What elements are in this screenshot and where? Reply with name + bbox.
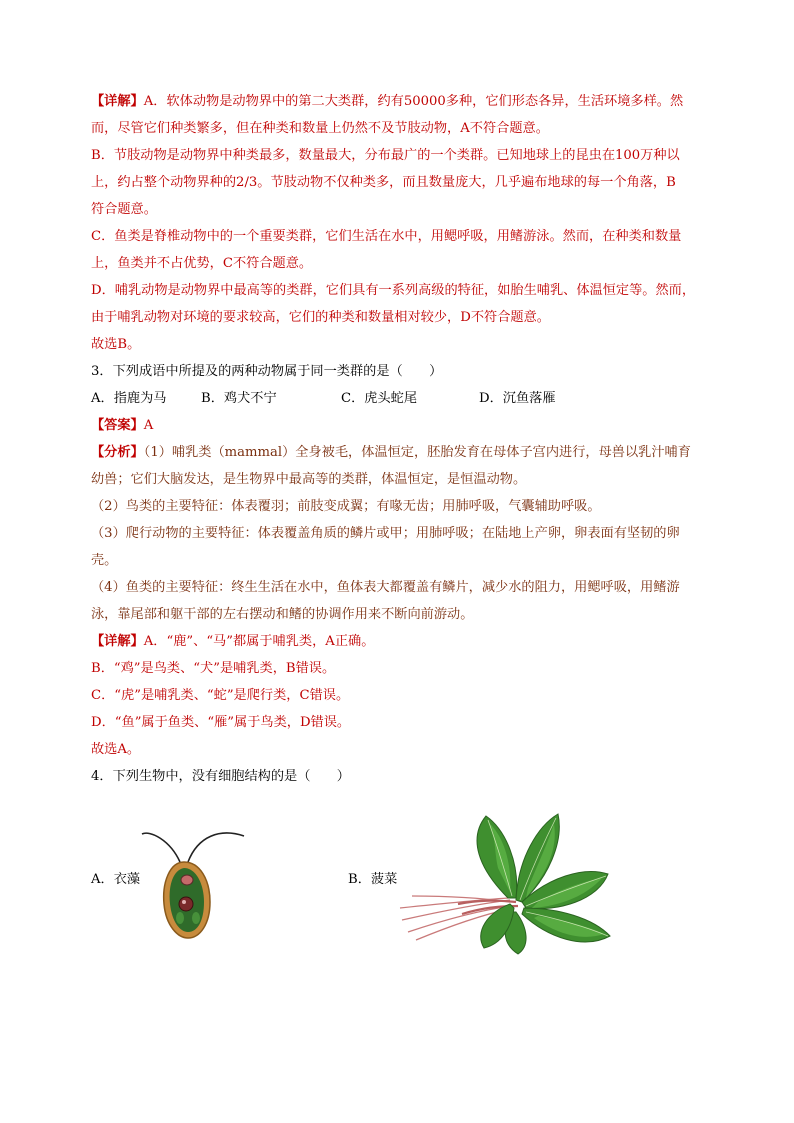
q3-analysis-line-2: 幼兽；它们大脑发达，是生物界中最高等的类群，体温恒定，是恒温动物。 — [91, 472, 527, 487]
q2-detail-line-3: B．节肢动物是动物界中种类最多，数量最大，分布最广的一个类群。已知地球上的昆虫在100万种以 — [91, 148, 680, 163]
detail-text: A．“鹿”、“马”都属于哺乳类，A正确。 — [143, 634, 375, 649]
detail-text: A．软体动物是动物界中的第二大类群，约有50000多种，它们形态各异，生活环境多样。然 — [143, 94, 684, 109]
analysis-tag: 【分析】 — [91, 445, 144, 460]
q4-stem: 4．下列生物中，没有细胞结构的是（ ） — [91, 769, 350, 784]
q2-detail-line-2: 而，尽管它们种类繁多，但在种类和数量上仍然不及节肢动物，A不符合题意。 — [91, 121, 549, 136]
q3-answer — [91, 418, 731, 434]
answer-value: A — [143, 418, 154, 433]
q2-detail-line-8: D．哺乳动物是动物界中最高等的类群，它们具有一系列高级的特征，如胎生哺乳、体温恒定等。然而， — [91, 283, 696, 298]
q3-detail-line-2: B．“鸡”是鸟类、“犬”是哺乳类，B错误。 — [91, 661, 336, 676]
q3-detail-line-1 — [91, 634, 731, 650]
detail-tag: 【详解】 — [91, 94, 144, 109]
q3-detail-line-4: D．“鱼”属于鱼类、“雁”属于鸟类，D错误。 — [91, 715, 351, 730]
q2-conclusion: 故选B。 — [91, 337, 141, 352]
q3-stem: 3．下列成语中所提及的两种动物属于同一类群的是（ ） — [91, 364, 443, 379]
q3-analysis-line-1 — [91, 445, 731, 461]
q3-analysis-line-6: （4）鱼类的主要特征：终生生活在水中，鱼体表大都覆盖有鳞片，减少水的阻力，用鳃呼吸，用鳍游 — [91, 580, 680, 595]
q2-detail-line-4: 上，约占整个动物界种的2/3。节肢动物不仅种类多，而且数量庞大，几乎遍布地球的每一个角落，B — [91, 175, 676, 190]
q3-option-b: B．鸡犬不宁 — [201, 391, 277, 406]
q3-option-c: C．虎头蛇尾 — [341, 391, 418, 406]
q3-analysis-line-3: （2）鸟类的主要特征：体表覆羽；前肢变成翼；有喙无齿；用肺呼吸，气囊辅助呼吸。 — [91, 499, 601, 514]
q3-analysis-line-5: 壳。 — [91, 553, 118, 568]
q3-options — [91, 391, 731, 407]
q2-detail-line-5: 符合题意。 — [91, 202, 157, 217]
q3-option-a: A．指鹿为马 — [91, 391, 167, 406]
q4-option-b-label: B．菠菜 — [348, 872, 398, 887]
q3-conclusion: 故选A。 — [91, 742, 141, 757]
q2-detail-line-1 — [91, 94, 731, 110]
answer-tag: 【答案】 — [91, 418, 144, 433]
spinach-photo — [398, 808, 613, 956]
detail-tag: 【详解】 — [91, 634, 144, 649]
q2-detail-line-6: C．鱼类是脊椎动物中的一个重要类群，它们生活在水中，用鳃呼吸，用鳍游泳。然而，在种类和数量 — [91, 229, 682, 244]
q3-option-d: D．沉鱼落雁 — [479, 391, 556, 406]
q4-option-a-label: A．衣藻 — [91, 872, 141, 887]
q3-analysis-line-4: （3）爬行动物的主要特征：体表覆盖角质的鳞片或甲；用肺呼吸；在陆地上产卵，卵表面有坚韧的卵 — [91, 526, 680, 541]
q2-detail-line-9: 由于哺乳动物对环境的要求较高，它们的种类和数量相对较少，D不符合题意。 — [91, 310, 550, 325]
q3-analysis-line-7: 泳，靠尾部和躯干部的左右摆动和鳍的协调作用来不断向前游动。 — [91, 607, 474, 622]
q2-detail-line-7: 上，鱼类并不占优势，C不符合题意。 — [91, 256, 313, 271]
analysis-text: （1）哺乳类（mammal）全身被毛，体温恒定，胚胎发育在母体子宫内进行，母兽以乳汁哺育 — [143, 445, 691, 460]
chlamydomonas-illustration — [140, 822, 250, 942]
q3-detail-line-3: C．“虎”是哺乳类、“蛇”是爬行类，C错误。 — [91, 688, 350, 703]
